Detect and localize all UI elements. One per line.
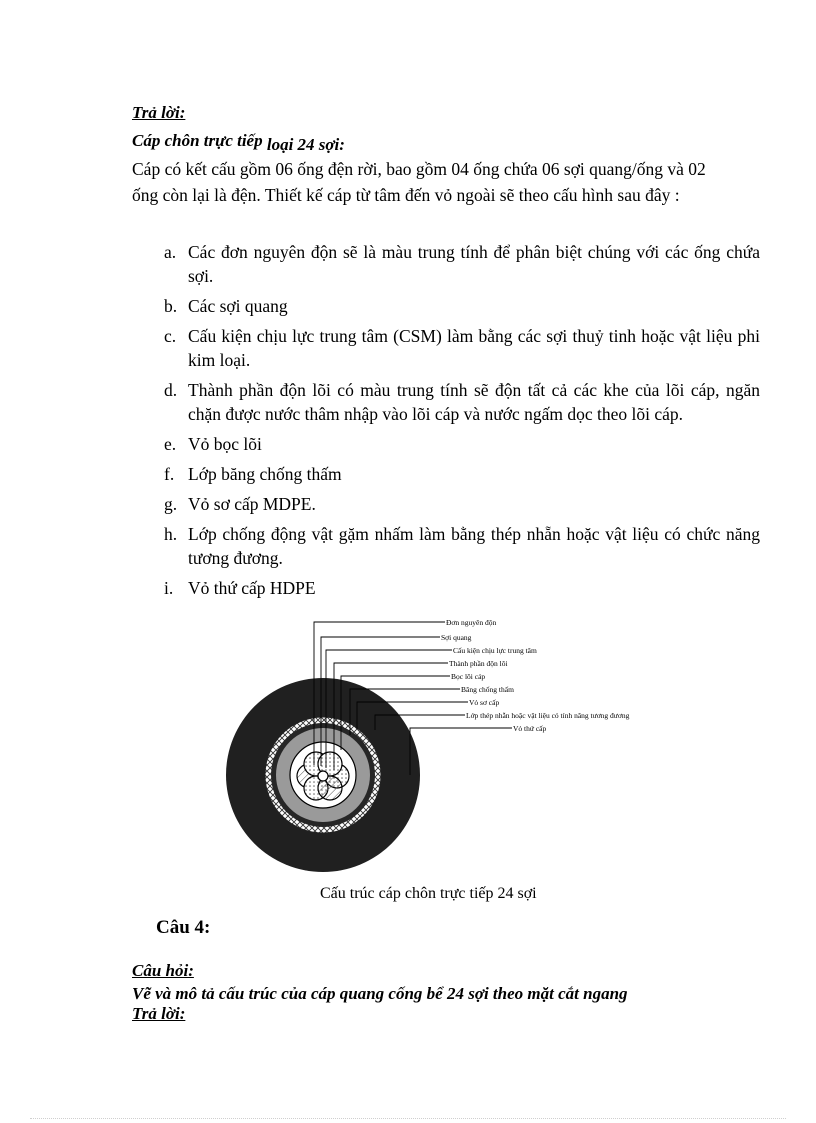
loose-tubes (297, 752, 349, 800)
list-marker: h. (164, 524, 178, 544)
intro-line-2: ống còn lại là đện. Thiết kế cáp từ tâm đến vỏ ngoài sẽ theo cấu hình sau đây : (132, 185, 680, 205)
list-marker: b. (164, 296, 178, 316)
diagram-labels (441, 618, 630, 733)
section-title-suffix: loại 24 sợi: (262, 135, 345, 154)
central-strength-member (318, 771, 328, 781)
list-marker: a. (164, 242, 177, 262)
diagram-label: Lớp thép nhẵn hoặc vật liệu có tính năng tương đương (466, 711, 630, 720)
intro-line-1: Cáp có kết cấu gồm 06 ống đện rời, bao gồm 04 ống chứa 06 sợi quang/ống và 02 (132, 159, 706, 179)
list-marker: i. (164, 578, 174, 598)
question-text: Vẽ và mô tả cấu trúc của cáp quang cống bể 24 sợi theo mặt cắt ngang (132, 984, 628, 1003)
question-number: Câu 4: (156, 917, 211, 938)
diagram-label: Cấu kiện chịu lực trung tâm (453, 646, 537, 655)
diagram-label: Băng chống thấm (461, 685, 514, 694)
list-item-text: Thành phần độn lõi có màu trung tính sẽ độn tất cả các khe của lõi cáp, ngăn chặn được nước thâm nhập vào lõi cáp và nước ngấm dọc theo lõi cáp. (188, 380, 760, 424)
list-item-text: Cấu kiện chịu lực trung tâm (CSM) làm bằng các sợi thuỷ tinh hoặc vật liệu phi kim loại. (188, 326, 760, 370)
list-marker: c. (164, 326, 177, 346)
diagram-label: Vỏ thứ cấp (513, 724, 547, 733)
list-item-text: Vỏ thứ cấp HDPE (188, 578, 316, 598)
answer-label: Trả lời: (132, 1004, 186, 1023)
diagram-label: Bọc lõi cáp (451, 672, 486, 681)
section-title-main: Cáp chôn trực tiếp (132, 131, 263, 150)
list-item-text: Lớp băng chống thấm (188, 464, 342, 484)
question-label: Câu hỏi: (132, 961, 194, 980)
diagram-label: Sợi quang (441, 633, 472, 642)
diagram-label: Đơn nguyên độn (446, 618, 497, 627)
answer-label: Trả lời: (132, 103, 186, 122)
list-item-text: Các đơn nguyên độn sẽ là màu trung tính để phân biệt chúng với các ống chứa sợi. (188, 242, 760, 286)
list-item-text: Các sợi quang (188, 296, 288, 316)
list-item-text: Vỏ bọc lõi (188, 434, 262, 454)
list-marker: g. (164, 494, 178, 514)
page-bottom-divider (30, 1118, 786, 1119)
list-item-text: Vỏ sơ cấp MDPE. (188, 494, 316, 514)
list-marker: d. (164, 380, 178, 400)
list-marker: f. (164, 464, 175, 484)
list-marker: e. (164, 434, 177, 454)
diagram-label: Thành phần độn lõi (449, 659, 508, 668)
diagram-label: Vỏ sơ cấp (469, 698, 500, 707)
list-item-text: Lớp chống động vật gặm nhấm làm bằng thép nhẵn hoặc vật liệu có chức năng tương đương. (188, 524, 760, 568)
figure-caption: Cấu trúc cáp chôn trực tiếp 24 sợi (320, 885, 537, 902)
leader-line (410, 728, 512, 775)
